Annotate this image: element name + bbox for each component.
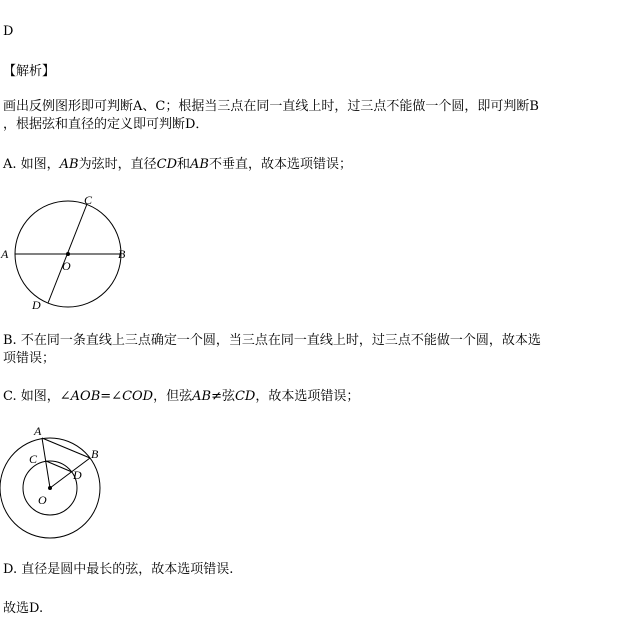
fig1-label-a: A	[1, 247, 9, 261]
option-a-ab: AB	[59, 157, 79, 172]
option-a-suffix: 不垂直，故本选项错误；	[208, 157, 352, 172]
fig2-label-a: A	[34, 424, 42, 438]
option-c-text	[3, 389, 359, 405]
fig2-label-c: C	[29, 452, 38, 466]
fig2-label-d: D	[73, 468, 82, 482]
fig2-radius-oa	[42, 438, 50, 488]
option-c-prefix: C. 如图，∠	[3, 389, 71, 404]
fig2-radius-ob	[50, 458, 90, 488]
intro-line-1: 画出反例图形即可判断A、C；根据当三点在同一直线上时，过三点不能做一个圆，即可判断B	[3, 99, 539, 114]
fig1-label-o: O	[62, 259, 71, 273]
answer-text: D	[3, 24, 14, 39]
option-b-line-1: B. 不在同一条直线上三点确定一个圆，当三点在同一直线上时，过三点不能做一个圆，故本选	[3, 333, 541, 348]
option-c-cod: COD	[122, 389, 154, 404]
option-a-ab2: AB	[190, 157, 209, 172]
option-a-mid2: 和	[177, 157, 191, 172]
option-c-aob: AOB	[70, 389, 101, 404]
option-a-prefix: A. 如图，	[3, 157, 60, 172]
option-d-text: D. 直径是圆中最长的弦，故本选项错误.	[3, 562, 234, 577]
option-c-neq: ≠弦	[211, 389, 235, 404]
fig1-label-b: B	[118, 247, 126, 261]
conclusion-text: 故选D.	[3, 601, 44, 616]
fig2-center-point	[48, 486, 52, 490]
option-c-eq: =∠	[100, 389, 123, 404]
option-b-line-2: 项错误；	[3, 351, 56, 366]
fig1-center-point	[66, 252, 70, 256]
option-c-mid: ，但弦	[153, 389, 193, 404]
intro-line-2: ，根据弦和直径的定义即可判断D．	[3, 117, 209, 132]
option-a-cd: CD	[156, 157, 177, 172]
section-title: 【解析】	[3, 64, 56, 79]
figure-2-concentric-circles	[0, 420, 125, 545]
fig1-label-d: D	[32, 298, 41, 312]
option-a-mid1: 为弦时，直径	[78, 157, 157, 172]
fig1-label-c: C	[84, 193, 93, 207]
option-c-ab: AB	[192, 389, 212, 404]
fig2-label-o: O	[38, 493, 47, 507]
option-a-text	[3, 157, 352, 173]
fig2-label-b: B	[91, 447, 99, 461]
figure-1-circle-diameter	[0, 190, 140, 315]
option-c-suffix: ，故本选项错误；	[255, 389, 360, 404]
option-c-cd: CD	[234, 389, 256, 404]
